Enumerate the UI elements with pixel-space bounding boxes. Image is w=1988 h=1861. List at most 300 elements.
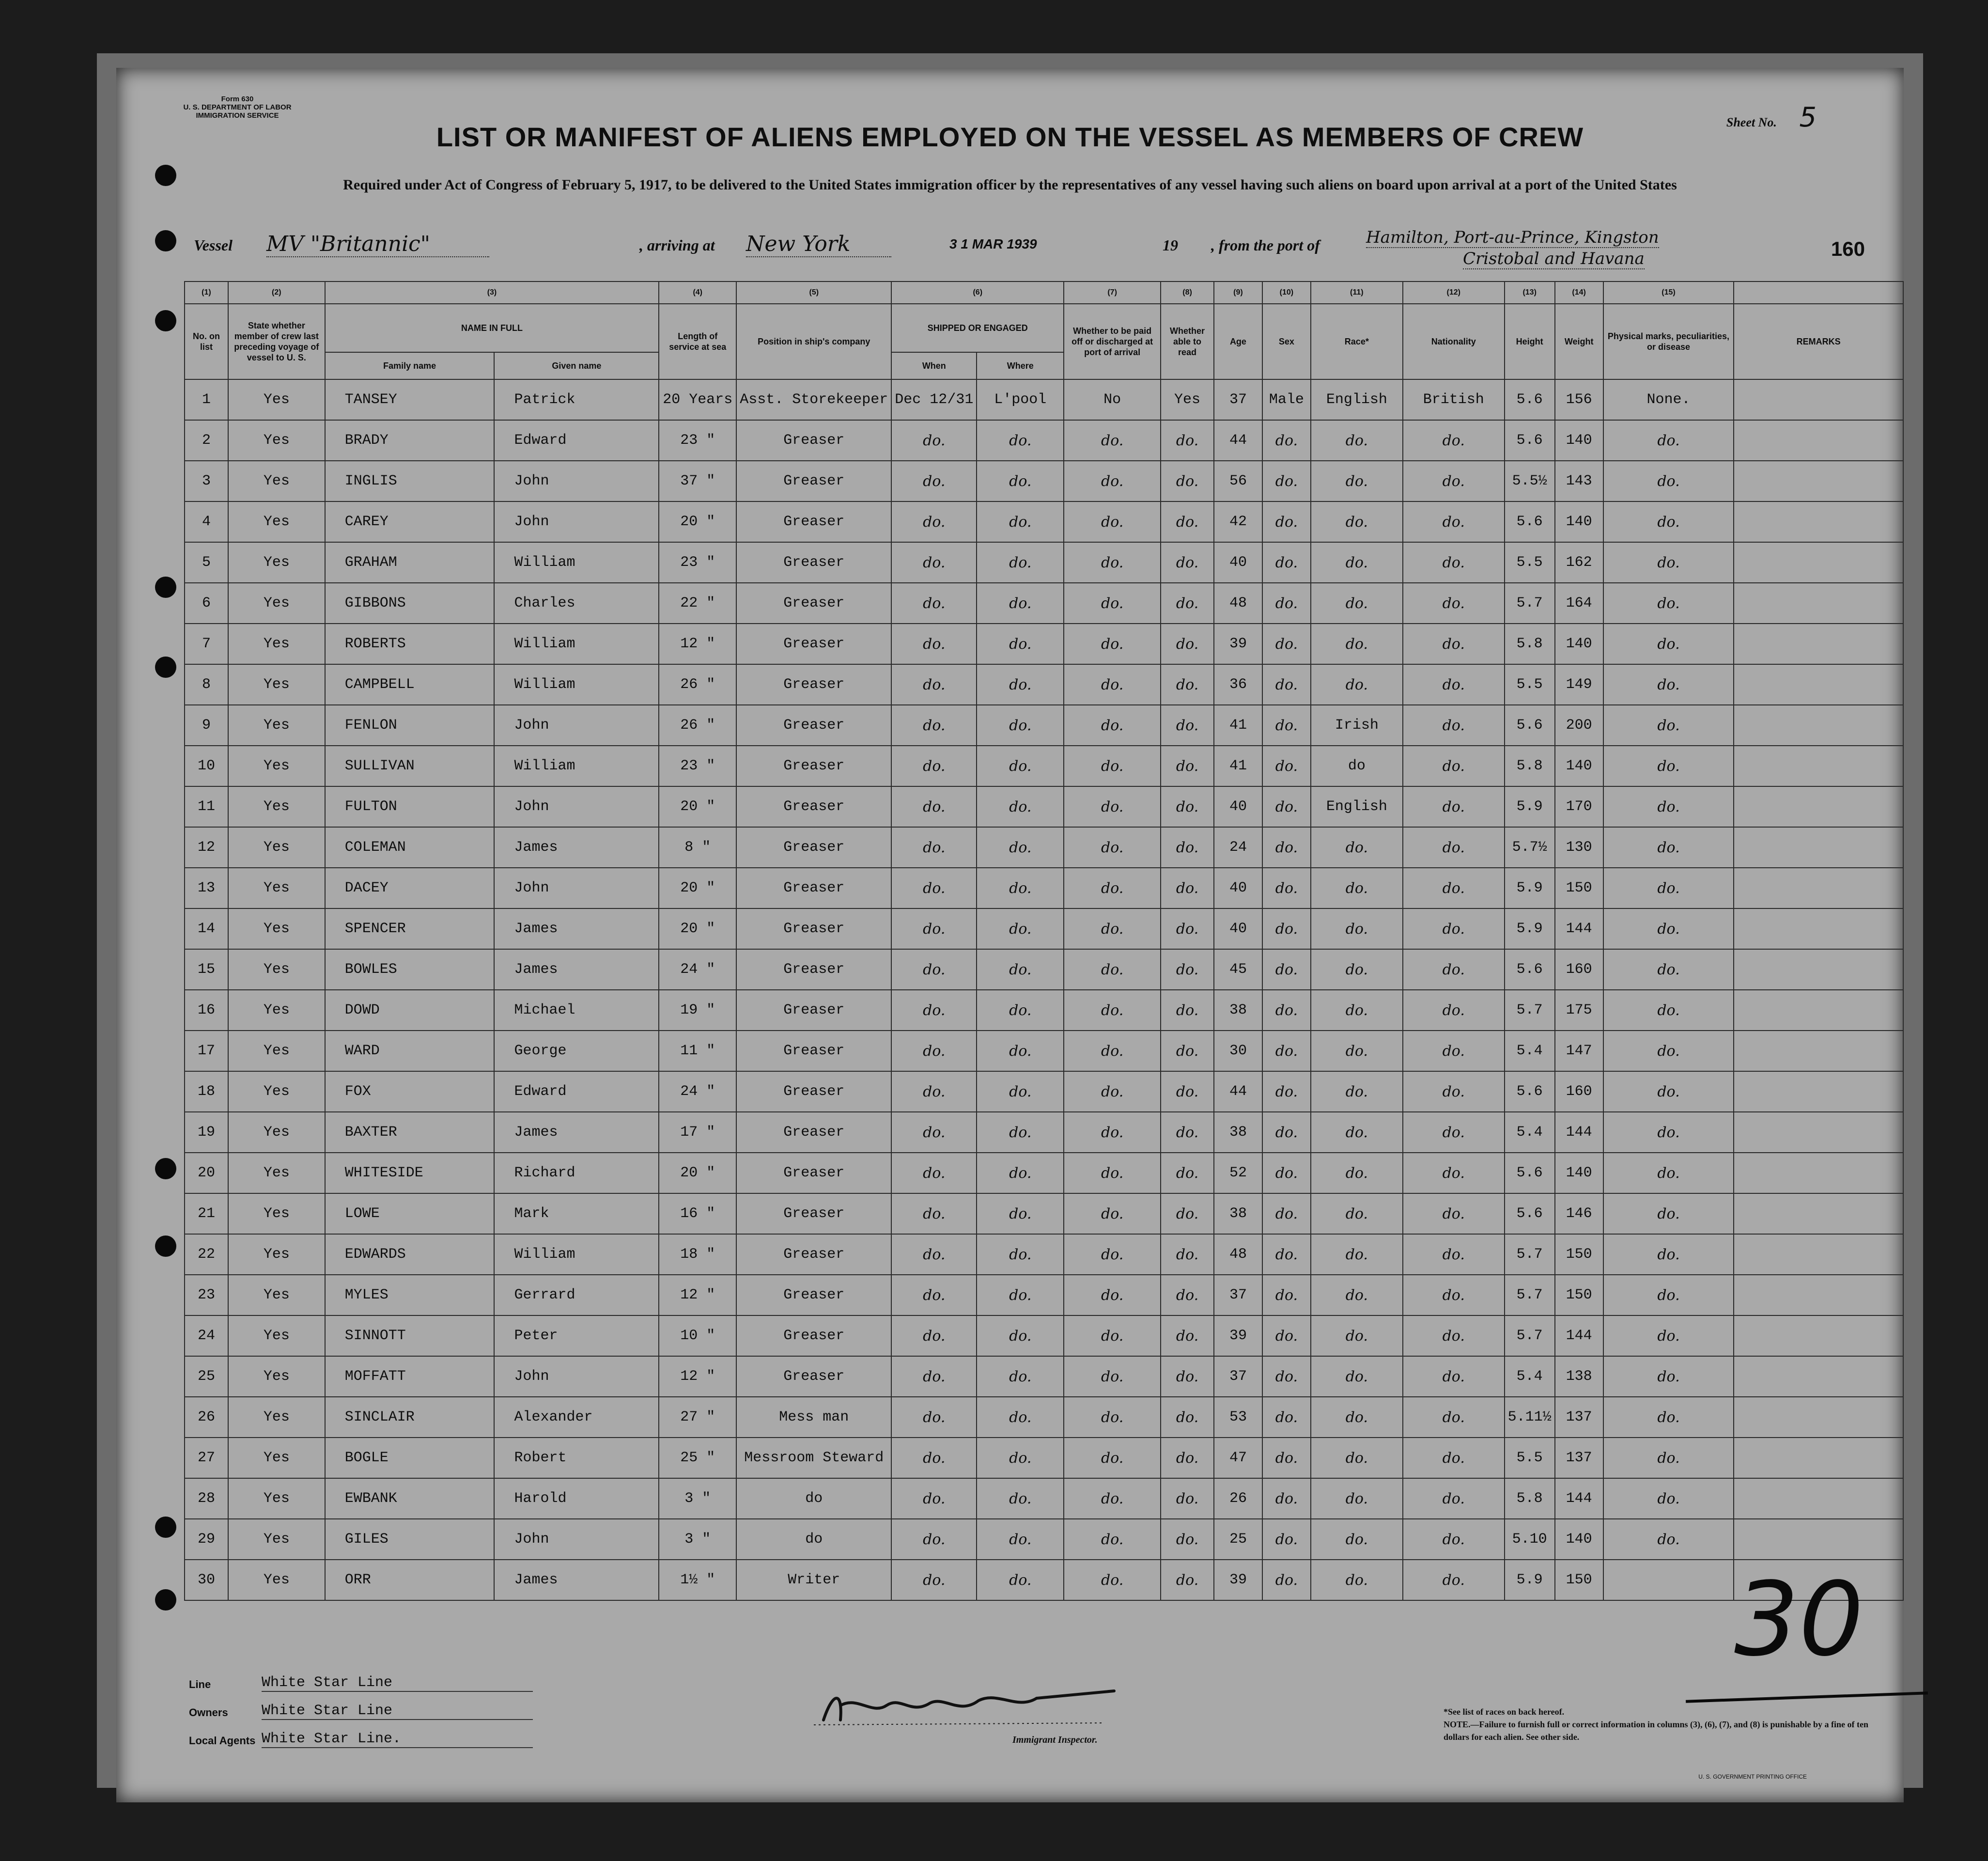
form-service: IMMIGRATION SERVICE (196, 111, 279, 120)
cell-given-name: James (494, 908, 659, 949)
cell-where: do. (977, 705, 1064, 746)
cell-previous-voyage: Yes (228, 827, 325, 868)
cell-when: do. (891, 664, 977, 705)
cell-paid-off: do. (1064, 664, 1161, 705)
header-paid-off: Whether to be paid off or discharged at port of arrival (1064, 304, 1161, 379)
cell-race: do. (1311, 1397, 1403, 1438)
cell-age: 38 (1214, 1193, 1262, 1234)
cell-weight: 140 (1555, 1519, 1603, 1560)
cell-nationality: do. (1403, 420, 1505, 461)
cell-paid-off: do. (1064, 1356, 1161, 1397)
cell-height: 5.7½ (1505, 827, 1555, 868)
cell-service: 23 " (659, 542, 736, 583)
header-family-name: Family name (325, 352, 495, 379)
cell-remarks (1734, 990, 1903, 1031)
cell-no: 20 (185, 1153, 228, 1193)
cell-nationality: do. (1403, 1275, 1505, 1315)
cell-paid-off: do. (1064, 624, 1161, 664)
cell-physical-marks: do. (1603, 583, 1734, 624)
cell-paid-off: do. (1064, 949, 1161, 990)
cell-service: 17 " (659, 1112, 736, 1153)
cell-sex: do. (1262, 786, 1311, 827)
cell-family-name: BAXTER (325, 1112, 495, 1153)
cell-able-read: do. (1161, 827, 1214, 868)
cell-paid-off: do. (1064, 746, 1161, 786)
cell-remarks (1734, 705, 1903, 746)
cell-race: do. (1311, 542, 1403, 583)
cell-physical-marks: do. (1603, 908, 1734, 949)
cell-where: do. (977, 420, 1064, 461)
cell-nationality: do. (1403, 1071, 1505, 1112)
cell-family-name: MYLES (325, 1275, 495, 1315)
col-number: (15) (1603, 281, 1734, 304)
form-identifier (179, 95, 295, 120)
cell-previous-voyage: Yes (228, 908, 325, 949)
cell-family-name: BOGLE (325, 1438, 495, 1478)
cell-able-read: do. (1161, 1153, 1214, 1193)
footer-agents-row (189, 1728, 819, 1756)
table-row (185, 1519, 1903, 1560)
cell-height: 5.10 (1505, 1519, 1555, 1560)
cell-weight: 156 (1555, 379, 1603, 420)
cell-sex: do. (1262, 583, 1311, 624)
page-title: LIST OR MANIFEST OF ALIENS EMPLOYED ON THE VESSEL AS MEMBERS OF CREW (436, 122, 1584, 152)
cell-service: 26 " (659, 705, 736, 746)
table-row (185, 908, 1903, 949)
cell-race: do. (1311, 1031, 1403, 1071)
inspector-block (794, 1681, 1134, 1749)
cell-sex: do. (1262, 1193, 1311, 1234)
cell-no: 30 (185, 1560, 228, 1600)
cell-service: 3 " (659, 1478, 736, 1519)
cell-weight: 150 (1555, 1560, 1603, 1600)
cell-service: 23 " (659, 420, 736, 461)
cell-where: do. (977, 1356, 1064, 1397)
cell-height: 5.4 (1505, 1031, 1555, 1071)
cell-age: 37 (1214, 1275, 1262, 1315)
cell-where: do. (977, 1193, 1064, 1234)
cell-nationality: do. (1403, 908, 1505, 949)
cell-remarks (1734, 583, 1903, 624)
footer-owners-row (189, 1700, 819, 1728)
cell-weight: 140 (1555, 624, 1603, 664)
cell-physical-marks: do. (1603, 1478, 1734, 1519)
cell-height: 5.9 (1505, 786, 1555, 827)
cell-family-name: EWBANK (325, 1478, 495, 1519)
header-no-on-list: No. on list (185, 304, 228, 379)
cell-given-name: William (494, 624, 659, 664)
cell-remarks (1734, 1438, 1903, 1478)
cell-weight: 146 (1555, 1193, 1603, 1234)
cell-sex: do. (1262, 990, 1311, 1031)
cell-service: 12 " (659, 1356, 736, 1397)
owners-value: White Star Line (262, 1703, 533, 1720)
arriving-label: , arriving at (639, 236, 715, 254)
cell-nationality: do. (1403, 1397, 1505, 1438)
note-fine: NOTE.—Failure to furnish full or correct information in columns (3), (6), (7), and (8) is punishable by a fine of ten dollars for each alien. See other side. (1444, 1720, 1869, 1742)
cell-paid-off: do. (1064, 1234, 1161, 1275)
cell-physical-marks: do. (1603, 1356, 1734, 1397)
cell-sex: do. (1262, 664, 1311, 705)
cell-position: Greaser (736, 949, 891, 990)
cell-weight: 160 (1555, 1071, 1603, 1112)
cell-race: do. (1311, 1112, 1403, 1153)
cell-service: 8 " (659, 827, 736, 868)
cell-when: do. (891, 624, 977, 664)
cell-race: do. (1311, 1153, 1403, 1193)
cell-physical-marks: do. (1603, 1397, 1734, 1438)
header-when: When (891, 352, 977, 379)
cell-when: do. (891, 1438, 977, 1478)
cell-family-name: EDWARDS (325, 1234, 495, 1275)
cell-sex: do. (1262, 1397, 1311, 1438)
cell-age: 53 (1214, 1397, 1262, 1438)
cell-service: 25 " (659, 1438, 736, 1478)
cell-able-read: do. (1161, 1234, 1214, 1275)
cell-height: 5.7 (1505, 1275, 1555, 1315)
cell-no: 21 (185, 1193, 228, 1234)
owners-label: Owners (189, 1706, 228, 1719)
cell-given-name: James (494, 949, 659, 990)
cell-able-read: do. (1161, 542, 1214, 583)
cell-no: 24 (185, 1315, 228, 1356)
cell-weight: 130 (1555, 827, 1603, 868)
cell-able-read: do. (1161, 1112, 1214, 1153)
cell-position: Writer (736, 1560, 891, 1600)
cell-race: do. (1311, 1275, 1403, 1315)
cell-weight: 144 (1555, 908, 1603, 949)
cell-paid-off: do. (1064, 990, 1161, 1031)
sheet-number-label: Sheet No. (1726, 115, 1777, 129)
table-row (185, 542, 1903, 583)
cell-given-name: John (494, 501, 659, 542)
cell-family-name: FENLON (325, 705, 495, 746)
cell-previous-voyage: Yes (228, 1112, 325, 1153)
cell-age: 56 (1214, 461, 1262, 501)
cell-age: 48 (1214, 583, 1262, 624)
vessel-name: MV "Britannic" (266, 232, 489, 257)
cell-remarks (1734, 1356, 1903, 1397)
cell-paid-off: do. (1064, 461, 1161, 501)
col-number: (12) (1403, 281, 1505, 304)
cell-height: 5.7 (1505, 1315, 1555, 1356)
header-name-in-full: NAME IN FULL (325, 304, 659, 352)
cell-remarks (1734, 1315, 1903, 1356)
col-number: (14) (1555, 281, 1603, 304)
cell-remarks (1734, 1071, 1903, 1112)
cell-family-name: TANSEY (325, 379, 495, 420)
cell-service: 20 " (659, 868, 736, 908)
vessel-line (194, 228, 1846, 268)
table-row (185, 827, 1903, 868)
cell-height: 5.8 (1505, 624, 1555, 664)
cell-where: do. (977, 1560, 1064, 1600)
cell-no: 18 (185, 1071, 228, 1112)
cell-sex: do. (1262, 746, 1311, 786)
table-row (185, 379, 1903, 420)
cell-nationality: do. (1403, 1193, 1505, 1234)
cell-family-name: BRADY (325, 420, 495, 461)
cell-race: do. (1311, 1478, 1403, 1519)
punch-hole (155, 165, 176, 186)
cell-family-name: MOFFATT (325, 1356, 495, 1397)
cell-service: 12 " (659, 624, 736, 664)
cell-position: Greaser (736, 990, 891, 1031)
table-row (185, 1031, 1903, 1071)
cell-sex: do. (1262, 1560, 1311, 1600)
cell-weight: 140 (1555, 420, 1603, 461)
from-port-label: , from the port of (1211, 236, 1320, 254)
cell-previous-voyage: Yes (228, 501, 325, 542)
inspector-signature (814, 1681, 1124, 1730)
cell-remarks (1734, 908, 1903, 949)
cell-age: 37 (1214, 1356, 1262, 1397)
cell-able-read: do. (1161, 624, 1214, 664)
cell-service: 12 " (659, 1275, 736, 1315)
cell-given-name: Michael (494, 990, 659, 1031)
cell-paid-off: do. (1064, 1031, 1161, 1071)
cell-nationality: do. (1403, 786, 1505, 827)
cell-no: 9 (185, 705, 228, 746)
punch-hole (155, 1517, 176, 1538)
cell-given-name: Charles (494, 583, 659, 624)
cell-family-name: DACEY (325, 868, 495, 908)
cell-previous-voyage: Yes (228, 868, 325, 908)
col-number: (9) (1214, 281, 1262, 304)
cell-family-name: ROBERTS (325, 624, 495, 664)
cell-where: do. (977, 1315, 1064, 1356)
cell-previous-voyage: Yes (228, 1397, 325, 1438)
cell-physical-marks: do. (1603, 1275, 1734, 1315)
cell-no: 3 (185, 461, 228, 501)
cell-where: do. (977, 1519, 1064, 1560)
cell-previous-voyage: Yes (228, 1560, 325, 1600)
cell-position: Greaser (736, 624, 891, 664)
header-position: Position in ship's company (736, 304, 891, 379)
cell-remarks (1734, 461, 1903, 501)
punch-hole (155, 310, 176, 331)
cell-age: 38 (1214, 990, 1262, 1031)
cell-weight: 164 (1555, 583, 1603, 624)
cell-nationality: do. (1403, 1560, 1505, 1600)
cell-given-name: Peter (494, 1315, 659, 1356)
cell-able-read: do. (1161, 1275, 1214, 1315)
cell-sex: do. (1262, 501, 1311, 542)
cell-able-read: do. (1161, 501, 1214, 542)
cell-nationality: do. (1403, 624, 1505, 664)
cell-sex: do. (1262, 1071, 1311, 1112)
cell-able-read: do. (1161, 1071, 1214, 1112)
cell-weight: 147 (1555, 1031, 1603, 1071)
cell-given-name: William (494, 542, 659, 583)
header-weight: Weight (1555, 304, 1603, 379)
cell-paid-off: do. (1064, 1560, 1161, 1600)
cell-family-name: SULLIVAN (325, 746, 495, 786)
cell-remarks (1734, 949, 1903, 990)
punch-hole (155, 1158, 176, 1179)
header-shipped-engaged: SHIPPED OR ENGAGED (891, 304, 1064, 352)
cell-no: 22 (185, 1234, 228, 1275)
cell-nationality: do. (1403, 501, 1505, 542)
cell-family-name: CAMPBELL (325, 664, 495, 705)
cell-previous-voyage: Yes (228, 583, 325, 624)
cell-weight: 143 (1555, 461, 1603, 501)
table-row (185, 1315, 1903, 1356)
cell-age: 42 (1214, 501, 1262, 542)
cell-service: 1½ " (659, 1560, 736, 1600)
cell-when: do. (891, 746, 977, 786)
cell-when: do. (891, 461, 977, 501)
cell-family-name: DOWD (325, 990, 495, 1031)
header-where: Where (977, 352, 1064, 379)
cell-remarks (1734, 624, 1903, 664)
cell-position: Greaser (736, 1112, 891, 1153)
header-nationality: Nationality (1403, 304, 1505, 379)
col-number: (6) (891, 281, 1064, 304)
cell-previous-voyage: Yes (228, 664, 325, 705)
col-number: (3) (325, 281, 659, 304)
cell-race: do. (1311, 420, 1403, 461)
cell-service: 22 " (659, 583, 736, 624)
cell-where: do. (977, 1397, 1064, 1438)
cell-previous-voyage: Yes (228, 1356, 325, 1397)
cell-previous-voyage: Yes (228, 1193, 325, 1234)
cell-no: 2 (185, 420, 228, 461)
cell-sex: do. (1262, 624, 1311, 664)
vessel-label: Vessel (194, 236, 233, 254)
cell-given-name: Alexander (494, 1397, 659, 1438)
cell-height: 5.8 (1505, 746, 1555, 786)
cell-age: 41 (1214, 746, 1262, 786)
cell-weight: 137 (1555, 1438, 1603, 1478)
cell-remarks (1734, 542, 1903, 583)
cell-position: do (736, 1478, 891, 1519)
cell-weight: 140 (1555, 1153, 1603, 1193)
cell-nationality: do. (1403, 746, 1505, 786)
cell-race: do. (1311, 501, 1403, 542)
cell-when: do. (891, 1478, 977, 1519)
cell-no: 13 (185, 868, 228, 908)
cell-given-name: John (494, 868, 659, 908)
cell-position: Mess man (736, 1397, 891, 1438)
cell-no: 8 (185, 664, 228, 705)
table-row (185, 1275, 1903, 1315)
cell-sex: do. (1262, 827, 1311, 868)
table-row (185, 990, 1903, 1031)
sheet-number-value: 5 (1799, 102, 1817, 133)
cell-remarks (1734, 1193, 1903, 1234)
header-age: Age (1214, 304, 1262, 379)
cell-remarks (1734, 1519, 1903, 1560)
cell-race: do. (1311, 868, 1403, 908)
cell-no: 16 (185, 990, 228, 1031)
cell-service: 20 " (659, 786, 736, 827)
cell-paid-off: do. (1064, 1071, 1161, 1112)
cell-sex: do. (1262, 1478, 1311, 1519)
cell-family-name: COLEMAN (325, 827, 495, 868)
cell-height: 5.9 (1505, 868, 1555, 908)
cell-remarks (1734, 1397, 1903, 1438)
cell-weight: 170 (1555, 786, 1603, 827)
cell-paid-off: do. (1064, 868, 1161, 908)
cell-nationality: do. (1403, 1356, 1505, 1397)
cell-when: do. (891, 1234, 977, 1275)
table-row (185, 1071, 1903, 1112)
cell-when: do. (891, 1275, 977, 1315)
date-stamp: 3 1 MAR 1939 (949, 236, 1037, 251)
cell-given-name: Harold (494, 1478, 659, 1519)
col-number: (13) (1505, 281, 1555, 304)
cell-family-name: ORR (325, 1560, 495, 1600)
cell-where: do. (977, 746, 1064, 786)
cell-height: 5.4 (1505, 1112, 1555, 1153)
cell-when: Dec 12/31 (891, 379, 977, 420)
footer-notes (1444, 1705, 1879, 1743)
cell-height: 5.7 (1505, 990, 1555, 1031)
cell-race: do. (1311, 664, 1403, 705)
cell-sex: do. (1262, 542, 1311, 583)
cell-race: do. (1311, 1438, 1403, 1478)
crew-rows (185, 379, 1903, 1600)
cell-sex: do. (1262, 1234, 1311, 1275)
cell-weight: 144 (1555, 1478, 1603, 1519)
cell-when: do. (891, 501, 977, 542)
cell-paid-off: do. (1064, 1478, 1161, 1519)
cell-when: do. (891, 1193, 977, 1234)
cell-remarks (1734, 1153, 1903, 1193)
cell-no: 26 (185, 1397, 228, 1438)
cell-when: do. (891, 908, 977, 949)
cell-nationality: do. (1403, 583, 1505, 624)
note-races: *See list of races on back hereof. (1444, 1707, 1565, 1717)
cell-when: do. (891, 1031, 977, 1071)
cell-when: do. (891, 1112, 977, 1153)
cell-age: 44 (1214, 420, 1262, 461)
handwritten-tally: 30 (1734, 1560, 1864, 1679)
header-physical-marks: Physical marks, peculiarities, or disease (1603, 304, 1734, 379)
cell-sex: do. (1262, 1356, 1311, 1397)
cell-weight: 144 (1555, 1315, 1603, 1356)
cell-physical-marks: do. (1603, 1234, 1734, 1275)
cell-age: 24 (1214, 827, 1262, 868)
cell-position: Asst. Storekeeper (736, 379, 891, 420)
cell-previous-voyage: Yes (228, 420, 325, 461)
cell-weight: 140 (1555, 746, 1603, 786)
cell-age: 37 (1214, 379, 1262, 420)
cell-nationality: do. (1403, 949, 1505, 990)
cell-race: do. (1311, 990, 1403, 1031)
cell-service: 20 Years (659, 379, 736, 420)
cell-height: 5.6 (1505, 1071, 1555, 1112)
year-label: 19 (1163, 236, 1178, 254)
cell-service: 27 " (659, 1397, 736, 1438)
cell-height: 5.5½ (1505, 461, 1555, 501)
cell-when: do. (891, 1315, 977, 1356)
cell-service: 18 " (659, 1234, 736, 1275)
cell-paid-off: do. (1064, 1438, 1161, 1478)
cell-given-name: Mark (494, 1193, 659, 1234)
cell-paid-off: do. (1064, 1519, 1161, 1560)
cell-given-name: Edward (494, 420, 659, 461)
cell-no: 4 (185, 501, 228, 542)
cell-where: do. (977, 868, 1064, 908)
cell-sex: do. (1262, 1153, 1311, 1193)
cell-no: 14 (185, 908, 228, 949)
cell-family-name: GIBBONS (325, 583, 495, 624)
footer-line-row (189, 1672, 819, 1700)
cell-height: 5.6 (1505, 949, 1555, 990)
table-row (185, 583, 1903, 624)
